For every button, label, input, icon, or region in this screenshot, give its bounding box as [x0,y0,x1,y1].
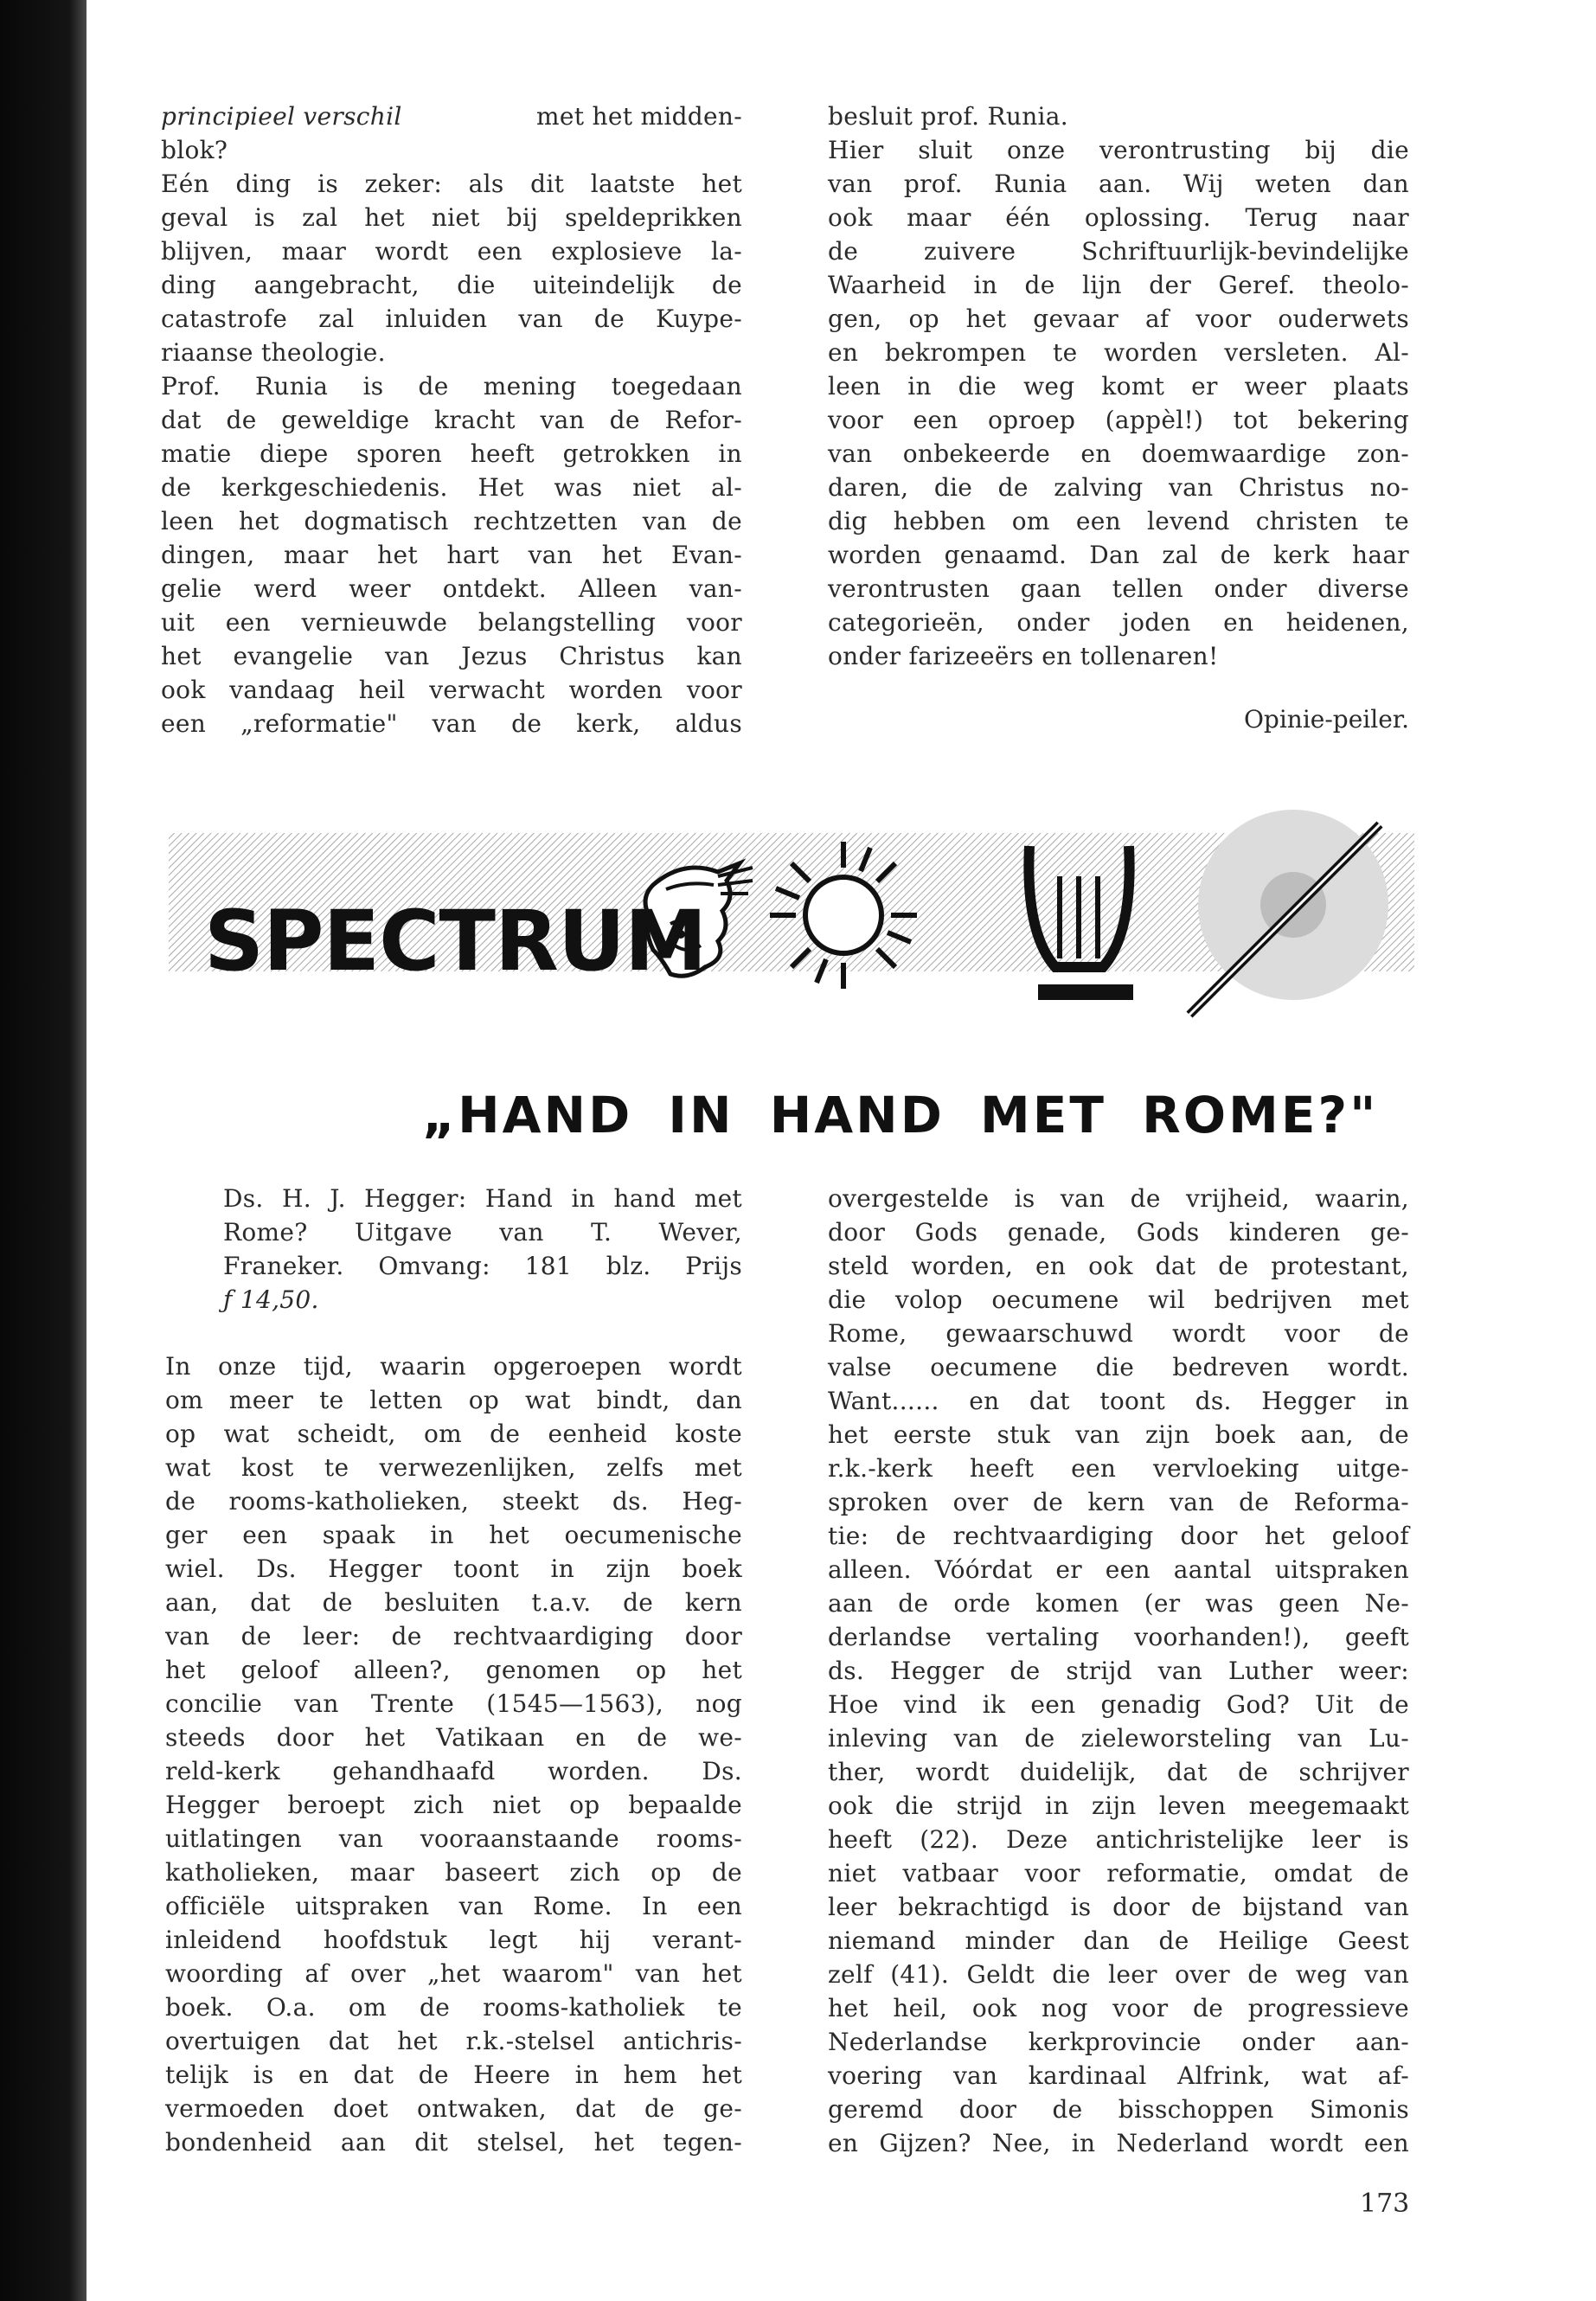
text-line [161,99,742,133]
page-number: 173 [1360,2189,1410,2219]
text-line: Eén ding is zeker: als dit laatste het [161,170,742,198]
text-line: woording af over „het waarom" van het [165,1959,742,1988]
banner-title: SPECTRUM [204,893,707,990]
text-line: inleving van de zieleworsteling van Lu- [828,1724,1409,1753]
text-line: ding aangebracht, die uiteindelijk de [161,271,742,299]
text-line: die volop oecumene wil bedrijven met [828,1285,1409,1314]
text-line: ƒ 14,50. [223,1285,319,1314]
text-line: op wat scheidt, om de eenheid koste [165,1420,742,1448]
text-line: Rome? Uitgave van T. Wever, [223,1218,742,1247]
text-line: dingen, maar het hart van het Evan- [161,541,742,569]
text-line: geremd door de bisschoppen Simonis [828,2095,1409,2124]
sun-icon [770,842,917,989]
text-line: overtuigen dat het r.k.-stelsel antichris- [165,2027,742,2055]
text-line: gen, op het gevaar af voor ouderwets [828,304,1409,333]
text-line: het evangelie van Jezus Christus kan [161,642,742,670]
text-line: Want...... en dat toont ds. Hegger in [828,1387,1409,1415]
text-line: geval is zal het niet bij speldeprikken [161,203,742,232]
review-column-left [165,1349,742,2159]
text-line: Ds. H. J. Hegger: Hand in hand met [223,1184,742,1213]
text-line: het eerste stuk van zijn boek aan, de [828,1420,1409,1449]
text-line: Rome, gewaarschuwd wordt voor de [828,1319,1409,1348]
text-line: de rooms-katholieken, steekt ds. Heg- [165,1487,742,1516]
text-line: niemand minder dan de Heilige Geest [828,1926,1409,1955]
text-line: leen het dogmatisch rechtzetten van de [161,507,742,535]
text-line: telijk is en dat de Heere in hem het [165,2061,742,2089]
text-line: leen in die weg komt er weer plaats [828,372,1409,401]
text-line: en bekrompen te worden versleten. Al- [828,338,1409,367]
article-column-top-right [828,99,1409,673]
text-line: ds. Hegger de strijd van Luther weer: [828,1657,1409,1685]
text-line: aan, dat de besluiten t.a.v. de kern [165,1588,742,1617]
text-line: katholieken, maar baseert zich op de [165,1858,742,1887]
text-line: ook die strijd in zijn leven meegemaakt [828,1791,1409,1820]
text-line: boek. O.a. om de rooms-katholiek te [165,1993,742,2022]
text-line: voor een oproep (appèl!) tot bekering [828,406,1409,434]
text-line: aan de orde komen (er was geen Ne- [828,1589,1409,1618]
author-signature: Opinie-peiler. [1243,705,1409,734]
text-line: reld-kerk gehandhaafd worden. Ds. [165,1757,742,1785]
text-line: besluit prof. Runia. [828,102,1068,131]
text-line: tie: de rechtvaardiging door het geloof [828,1522,1409,1550]
text-line: catastrofe zal inluiden van de Kuype- [161,304,742,333]
text-line: In onze tijd, waarin opgeroepen wordt [165,1352,742,1381]
text-line: worden genaamd. Dan zal de kerk haar [828,541,1409,569]
text-line: riaanse theologie. [161,338,386,367]
text-line: Hoe vind ik een genadig God? Uit de [828,1690,1409,1719]
text-line: het geloof alleen?, genomen op het [165,1656,742,1684]
text-line: heeft (22). Deze antichristelijke leer is [828,1825,1409,1854]
text-line: door Gods genade, Gods kinderen ge- [828,1218,1409,1247]
text-line: daren, die de zalving van Christus no- [828,473,1409,502]
text-line: een „reformatie" van de kerk, aldus [161,709,742,738]
text-line: niet vatbaar voor reformatie, omdat de [828,1859,1409,1888]
text-line: sproken over de kern van de Reforma- [828,1488,1409,1516]
text-line: dat de geweldige kracht van de Refor- [161,406,742,434]
review-column-right [828,1182,1409,2160]
text-line: van onbekeerde en doemwaardige zon- [828,439,1409,468]
text-line: overgestelde is van de vrijheid, waarin, [828,1184,1409,1213]
text-line: steld worden, en ook dat de protestant, [828,1252,1409,1280]
book-info-block [223,1182,742,1317]
text-line: gelie werd weer ontdekt. Alleen van- [161,574,742,603]
text-line: wiel. Ds. Hegger toont in zijn boek [165,1554,742,1583]
text-line: steeds door het Vatikaan en de we- [165,1723,742,1752]
text-line: zelf (41). Geldt die leer over de weg van [828,1960,1409,1989]
text-line: van prof. Runia aan. Wij weten dan [828,170,1409,198]
text-line: Waarheid in de lijn der Geref. theolo- [828,271,1409,299]
text-line: Hier sluit onze verontrusting bij die [828,136,1409,164]
text-line: Prof. Runia is de mening toegedaan [161,372,742,401]
text-line: ther, wordt duidelijk, dat de schrijver [828,1758,1409,1786]
text-line: uitlatingen van vooraanstaande rooms- [165,1824,742,1853]
text-line: onder farizeeërs en tollenaren! [828,642,1219,670]
text-line: ook maar één oplossing. Terug naar [828,203,1409,232]
italic-phrase: principieel verschil [161,102,402,131]
text-line: officiële uitspraken van Rome. In een [165,1892,742,1920]
text-line: leer bekrachtigd is door de bijstand van [828,1893,1409,1921]
text-line: ger een spaak in het oecumenische [165,1521,742,1549]
text-line: om meer te letten op wat bindt, dan [165,1386,742,1414]
text-line: bondenheid aan dit stelsel, het tegen- [165,2128,742,2157]
text-line: categorieën, onder joden en heidenen, [828,608,1409,637]
article-column-top-left [161,99,742,740]
text-line: matie diepe sporen heeft getrokken in [161,439,742,468]
text-line: blijven, maar wordt een explosieve la- [161,237,742,266]
text-line: uit een vernieuwde belangstelling voor [161,608,742,637]
text-line: wat kost te verwezenlijken, zelfs met [165,1453,742,1482]
article-headline: „HAND IN HAND MET ROME?" [422,1086,1379,1144]
text-line: blok? [161,136,228,164]
text-line: en Gijzen? Nee, in Nederland wordt een [828,2129,1409,2157]
text-line: Franeker. Omvang: 181 blz. Prijs [223,1252,742,1280]
text-line: de zuivere Schriftuurlijk-bevindelijke [828,237,1409,266]
text-line: het heil, ook nog voor de progressieve [828,1994,1409,2022]
text-line: verontrusten gaan tellen onder diverse [828,574,1409,603]
text-line: alleen. Vóórdat er een aantal uitspraken [828,1555,1409,1584]
text-line: inleidend hoofdstuk legt hij verant- [165,1926,742,1954]
text-line: voering van kardinaal Alfrink, wat af- [828,2061,1409,2090]
text-line: r.k.-kerk heeft een vervloeking uitge- [828,1454,1409,1483]
text-line: Hegger beroept zich niet op bepaalde [165,1791,742,1819]
text-line: derlandse vertaling voorhanden!), geeft [828,1623,1409,1651]
text-line: valse oecumene die bedreven wordt. [828,1353,1409,1381]
text-line: met het midden- [536,102,742,131]
text-line: de kerkgeschiedenis. Het was niet al- [161,473,742,502]
text-line: ook vandaag heil verwacht worden voor [161,676,742,704]
text-line: dig hebben om een levend christen te [828,507,1409,535]
text-line: concilie van Trente (1545—1563), nog [165,1689,742,1718]
text-line: vermoeden doet ontwaken, dat de ge- [165,2094,742,2123]
page-binding-edge [0,0,87,2301]
text-line: van de leer: de rechtvaardiging door [165,1622,742,1650]
text-line: Nederlandse kerkprovincie onder aan- [828,2028,1409,2056]
